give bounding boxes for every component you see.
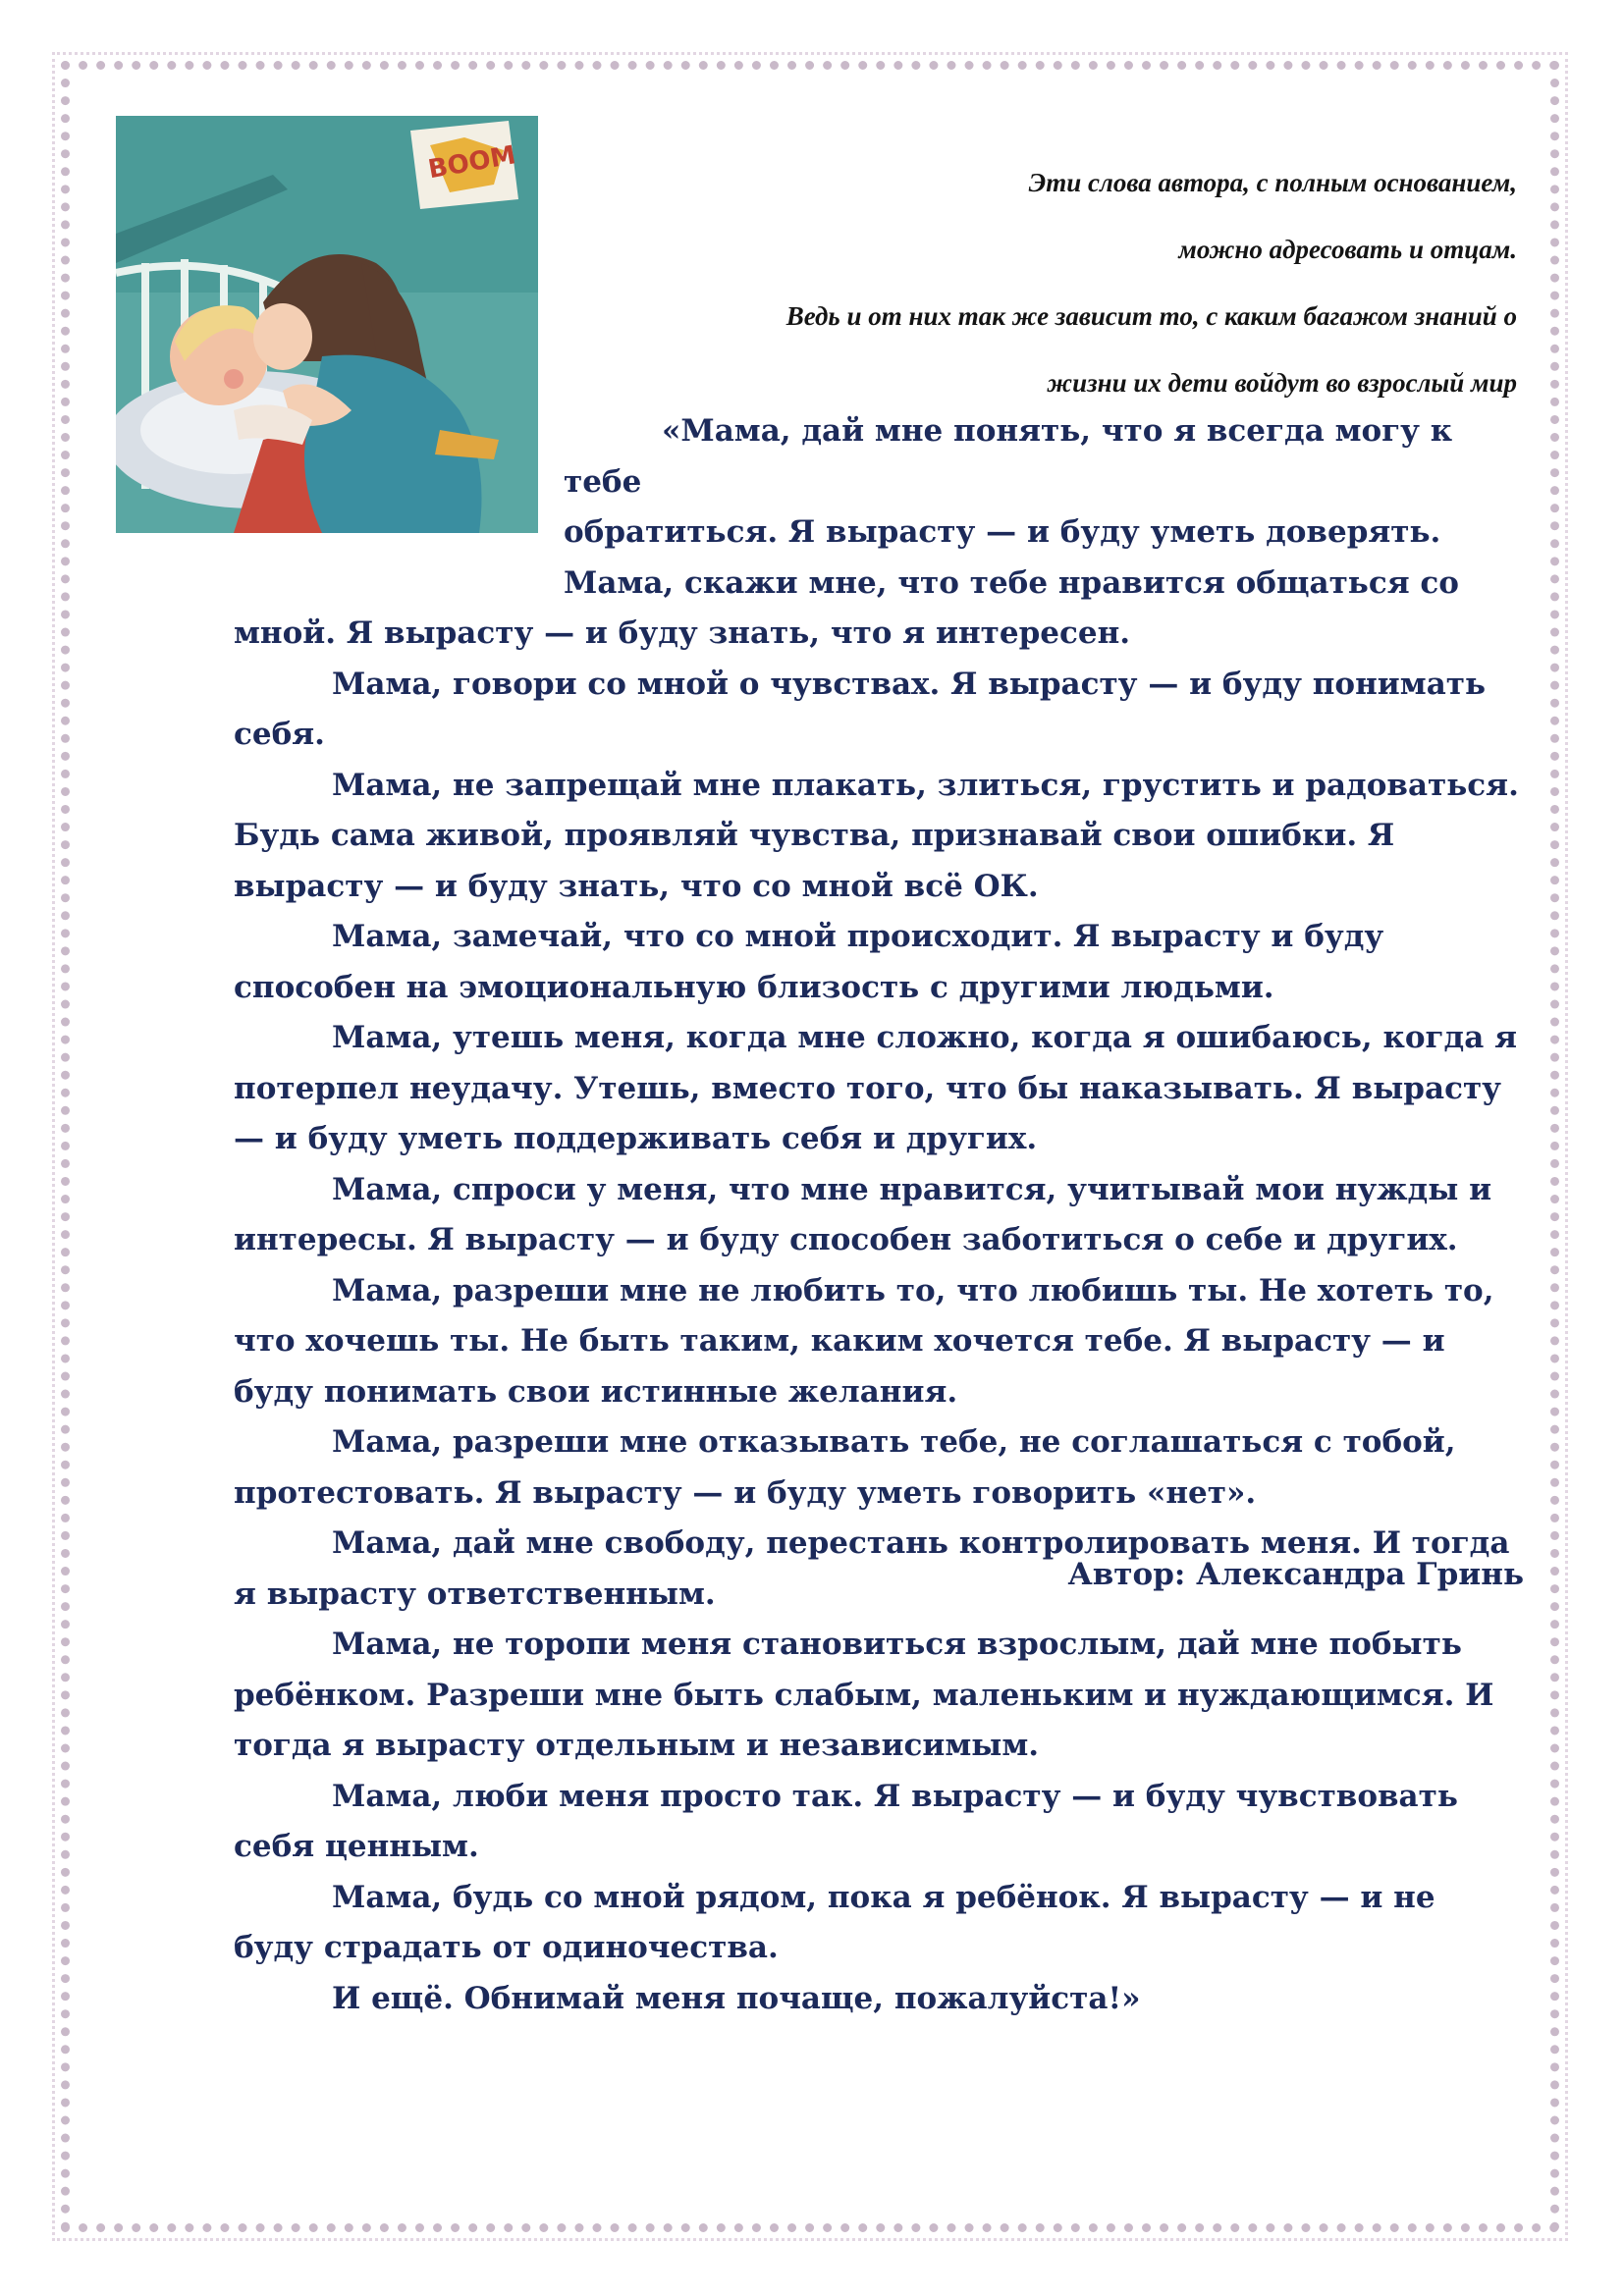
poem-first-line: «Мама, дай мне понять, что я всегда могу к тебе — [564, 413, 1453, 500]
poem-first-line: обратиться. Я вырасту — и буду уметь доверять. — [564, 514, 1441, 550]
poem-body — [234, 406, 1520, 2024]
intro-line: жизни их дети войдут во взрослый мир — [1047, 368, 1517, 398]
poem-stanza: Мама, утешь меня, когда мне сложно, когда я ошибаюсь, когда я потерпел неудачу. Утешь, вместо того, что бы наказывать. Я вырасту — и буду уметь поддерживать себя и других. — [234, 1020, 1517, 1156]
poem-stanza: Мама, не запрещай мне плакать, злиться, грустить и радоваться. Будь сама живой, проявляй чувства, признавай свои ошибки. Я вырасту — и буду знать, что со мной всё ОК. — [234, 767, 1519, 904]
poem-stanza: Мама, говори со мной о чувствах. Я вырасту — и буду понимать себя. — [234, 666, 1487, 752]
poem-first-stanza-tail: мной. Я вырасту — и буду знать, что я интересен. — [234, 615, 1131, 651]
poem-stanza: Мама, замечай, что со мной происходит. Я вырасту и буду способен на эмоциональную близость с другими людьми. — [234, 919, 1384, 1005]
poem-stanza: Мама, разреши мне не любить то, что любишь ты. Не хотеть то, что хочешь ты. Не быть таким, каким хочется тебе. Я вырасту — и буду понимать свои истинные желания. — [234, 1272, 1494, 1410]
poem-stanza: И ещё. Обнимай меня почаще, пожалуйста!» — [332, 1980, 1141, 2016]
intro-line: можно адресовать и отцам. — [1178, 235, 1517, 264]
author-signature: Автор: Александра Гринь — [1067, 1557, 1524, 1592]
poem-stanza: Мама, разреши мне отказывать тебе, не соглашаться с тобой, протестовать. Я вырасту — и буду уметь говорить «нет». — [234, 1424, 1456, 1511]
intro-line: Ведь и от них так же зависит то, с каким багажом знаний о — [785, 301, 1517, 331]
intro-note — [550, 149, 1517, 416]
poster-text: BOOM — [425, 140, 518, 186]
poem-stanza: Мама, спроси у меня, что мне нравится, учитывай мои нужды и интересы. Я вырасту — и буду способен заботиться о себе и других. — [234, 1171, 1492, 1257]
poem-stanza: Мама, будь со мной рядом, пока я ребёнок. Я вырасту — и не буду страдать от одиночества. — [234, 1879, 1435, 1965]
poem-stanza: Мама, люби меня просто так. Я вырасту — и буду чувствовать себя ценным. — [234, 1778, 1458, 1864]
intro-line: Эти слова автора, с полным основанием, — [1028, 168, 1517, 197]
poem-stanza: Мама, не торопи меня становиться взрослым, дай мне побыть ребёнком. Разреши мне быть слабым, маленьким и нуждающимся. И тогда я вырасту отдельным и независимым. — [234, 1627, 1494, 1763]
poem-first-line: Мама, скажи мне, что тебе нравится общаться со — [564, 564, 1459, 601]
poem-stanza: Мама, дай мне свободу, перестань контролировать меня. И тогда я вырасту ответственным. — [234, 1525, 1510, 1612]
boom-poster — [410, 121, 518, 209]
